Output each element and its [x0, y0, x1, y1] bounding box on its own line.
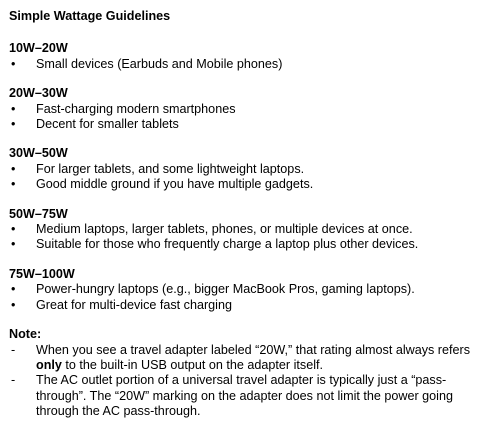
dash-icon: - [11, 342, 16, 357]
document [9, 9, 475, 420]
list-item-text: Small devices (Earbuds and Mobile phones) [36, 56, 283, 71]
document-title: Simple Wattage Guidelines [9, 9, 171, 23]
bullet-icon: • [11, 177, 16, 192]
section-30w-50w [9, 146, 475, 192]
section-heading: 50W–75W [9, 206, 68, 221]
section-heading: 20W–30W [9, 86, 68, 101]
section-75w-100w [9, 267, 475, 313]
list-item [9, 222, 475, 237]
list-item-text: Medium laptops, larger tablets, phones, or multiple devices at once. [36, 222, 413, 237]
note-section [9, 327, 475, 419]
section-heading: 75W–100W [9, 266, 75, 281]
list-item [9, 237, 475, 252]
list-item-text: For larger tablets, and some lightweight laptops. [36, 161, 305, 176]
note-item [9, 373, 475, 419]
note-text-after: to the built-in USB output on the adapter itself. [61, 357, 324, 372]
section-10w-20w [9, 41, 475, 72]
note-text-before: When you see a travel adapter labeled “20W,” that rating almost always refers [36, 342, 470, 357]
section-50w-75w [9, 207, 475, 253]
section-heading: 10W–20W [9, 41, 68, 56]
bullet-icon: • [11, 161, 16, 176]
note-text: The AC outlet portion of a universal travel adapter is typically just a “pass-through”. The “20W” marking on the adapter does not limit the power going through the AC pass-through. [36, 373, 453, 419]
list-item [9, 177, 475, 192]
bullet-icon: • [11, 56, 16, 71]
list-item-text: Good middle ground if you have multiple gadgets. [36, 177, 314, 192]
list-item [9, 102, 475, 117]
list-item [9, 57, 475, 72]
bullet-icon: • [11, 117, 16, 132]
list-item-text: Suitable for those who frequently charge a laptop plus other devices. [36, 237, 419, 252]
list-item-text: Fast-charging modern smartphones [36, 101, 236, 116]
list-item-text: Power-hungry laptops (e.g., bigger MacBook Pros, gaming laptops). [36, 282, 415, 297]
section-heading: 30W–50W [9, 146, 68, 161]
list-item [9, 298, 475, 313]
bullet-icon: • [11, 237, 16, 252]
list-item-text: Great for multi-device fast charging [36, 297, 232, 312]
bullet-icon: • [11, 101, 16, 116]
list-item [9, 162, 475, 177]
note-emphasis: only [36, 357, 62, 372]
list-item [9, 117, 475, 132]
bullet-icon: • [11, 297, 16, 312]
note-item [9, 343, 475, 374]
list-item [9, 282, 475, 297]
list-item-text: Decent for smaller tablets [36, 117, 179, 132]
section-20w-30w [9, 86, 475, 132]
note-heading: Note: [9, 327, 42, 342]
bullet-icon: • [11, 222, 16, 237]
dash-icon: - [11, 373, 16, 388]
bullet-icon: • [11, 282, 16, 297]
